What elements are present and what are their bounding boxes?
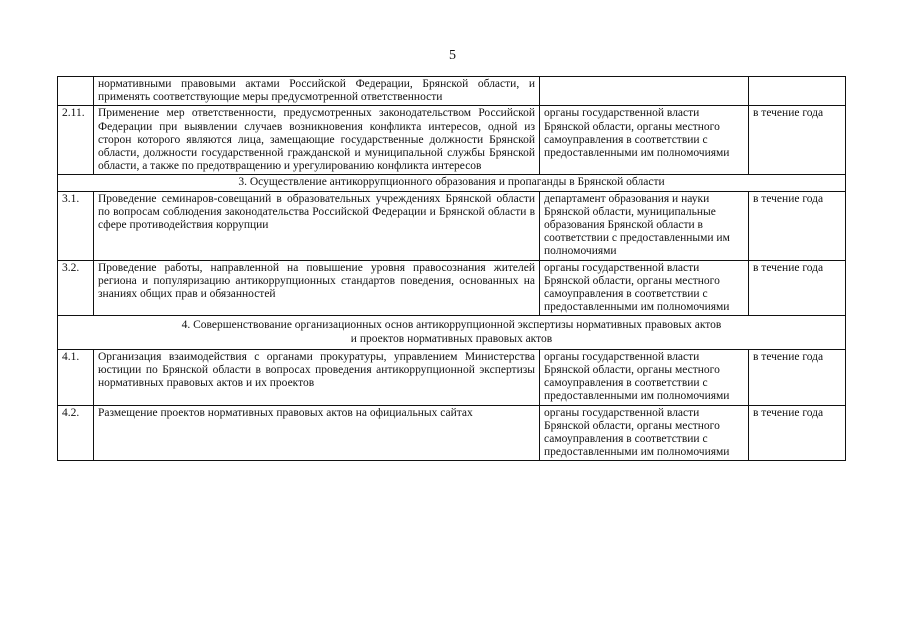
item-term: в течение года <box>749 405 846 461</box>
table-row <box>58 405 846 461</box>
section-heading-line: 4. Совершенствование организационных основ антикоррупционной экспертизы нормативных правовых актов <box>181 319 722 332</box>
item-executor: департамент образования и науки Брянской области, муниципальные образования Брянской области в соответствии с предоставленными им полномочиями <box>540 191 749 260</box>
item-executor: органы государственной власти Брянской области, органы местного самоуправления в соответствии с предоставленными им полномочиями <box>540 349 749 405</box>
item-number: 3.1. <box>58 191 94 260</box>
section-heading-line: и проектов нормативных правовых актов <box>350 332 553 345</box>
table-row <box>58 349 846 405</box>
item-term: в течение года <box>749 349 846 405</box>
item-term: в течение года <box>749 260 846 316</box>
item-number: 4.1. <box>58 349 94 405</box>
section-heading <box>58 175 846 191</box>
item-number <box>58 77 94 106</box>
item-description: нормативными правовыми актами Российской Федерации, Брянской области, и применять соответствующие меры предусмотренной ответственности <box>94 77 540 106</box>
item-description: Проведение работы, направленной на повышение уровня правосознания жителей региона и популяризацию антикоррупционных стандартов поведения, основанных на знаниях общих прав и обязанностей <box>94 260 540 316</box>
item-term: в течение года <box>749 106 846 175</box>
page-number: 5 <box>449 48 456 63</box>
action-plan-table <box>57 76 846 461</box>
item-number: 2.11. <box>58 106 94 175</box>
section-heading <box>58 316 846 349</box>
item-description: Организация взаимодействия с органами прокуратуры, управлением Министерства юстиции по Брянской области в вопросах проведения антикоррупционной экспертизы нормативных правовых актов и их проектов <box>94 349 540 405</box>
item-description: Размещение проектов нормативных правовых актов на официальных сайтах <box>94 405 540 461</box>
item-term: в течение года <box>749 191 846 260</box>
table-row <box>58 191 846 260</box>
table-row <box>58 260 846 316</box>
section-header-row <box>58 175 846 191</box>
item-executor: органы государственной власти Брянской области, органы местного самоуправления в соответствии с предоставленными им полномочиями <box>540 260 749 316</box>
table-row <box>58 106 846 175</box>
item-executor <box>540 77 749 106</box>
item-number: 4.2. <box>58 405 94 461</box>
table-row <box>58 77 846 106</box>
item-term <box>749 77 846 106</box>
section-header-row <box>58 316 846 349</box>
item-executor: органы государственной власти Брянской области, органы местного самоуправления в соответствии с предоставленными им полномочиями <box>540 405 749 461</box>
section-heading-line: 3. Осуществление антикоррупционного образования и пропаганды в Брянской области <box>238 176 665 189</box>
item-executor: органы государственной власти Брянской области, органы местного самоуправления в соответствии с предоставленными им полномочиями <box>540 106 749 175</box>
item-number: 3.2. <box>58 260 94 316</box>
item-description: Проведение семинаров-совещаний в образовательных учреждениях Брянской области по вопросам соблюдения законодательства Российской Федерации и Брянской области в сфере противодействия коррупции <box>94 191 540 260</box>
item-description: Применение мер ответственности, предусмотренных законодательством Российской Федерации при выявлении случаев возникновения конфликта интересов, одной из сторон которого являются лица, замещающие государственные должности Брянской области, должности государственной гражданской и муниципальной службы Брянской области, а также по предотвращению и урегулированию конфликта интересов <box>94 106 540 175</box>
